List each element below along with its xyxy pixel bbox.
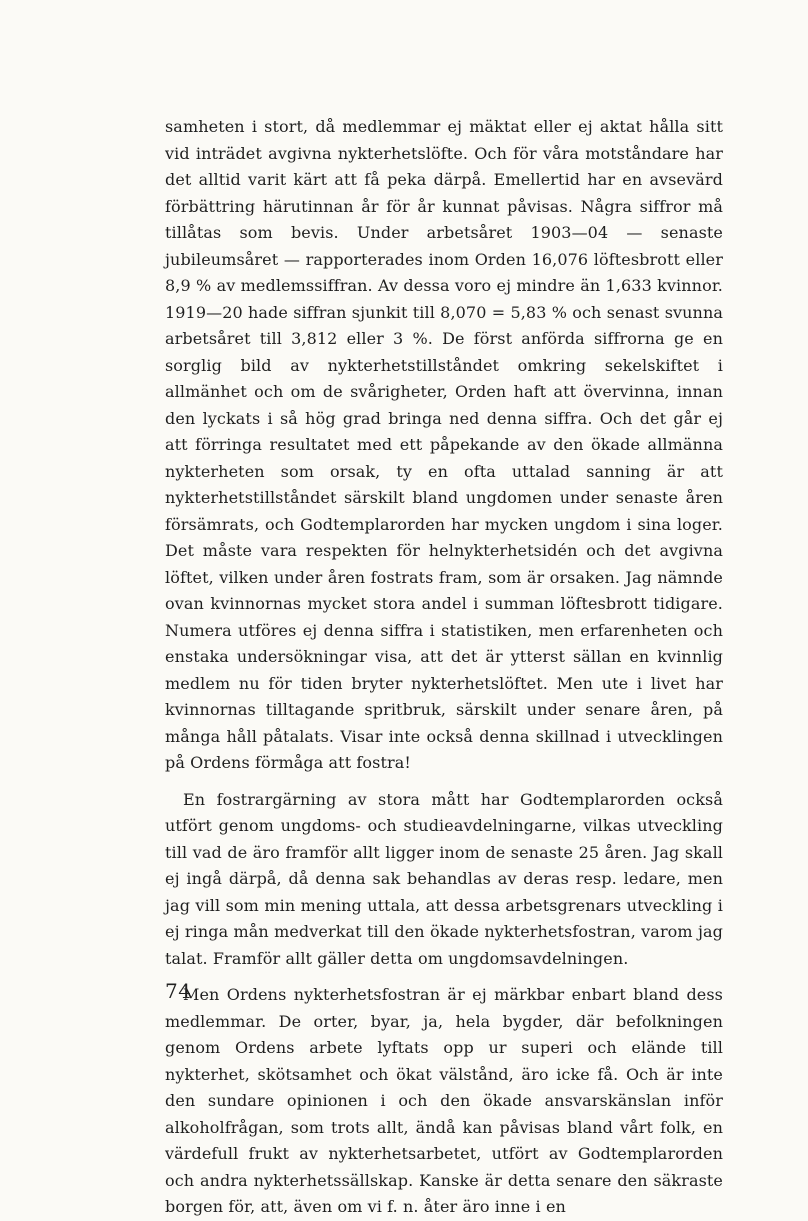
page-number: 74	[165, 979, 192, 1003]
paragraph-3: Men Ordens nykterhetsfostran är ej märkbar enbart bland dess medlemmar. De orter, byar, ja, hela bygder, där befolkningen genom Ordens arbete lyftats opp ur superi och elände till nykterhet, skötsamhet och ökat välstånd, äro icke få. Och är inte den sundare opinionen i och den ökade ansvarskänslan inför alkoholfrågan, som trots allt, ändå kan påvisas bland vårt folk, en värdefull frukt av nykterhetsarbetet, utfört av Godtemplarorden och andra nykterhetssällskap. Kanske är detta senare den säkraste borgen för, att, även om vi f. n. åter äro inne i en	[165, 985, 723, 1216]
paragraph-1: samheten i stort, då medlemmar ej mäktat eller ej aktat hålla sitt vid inträdet avgivna nykterhetslöfte. Och för våra motståndare har det alltid varit kärt att få peka därpå. Emellertid har en avsevärd förbättring härutinnan år för år kunnat påvisas. Några siffror må tillåtas som bevis. Under arbetsåret 1903—04 — senaste jubileumsåret — rapporterades inom Orden 16,076 löftesbrott eller 8,9 % av medlemssiffran. Av dessa voro ej mindre än 1,633 kvinnor. 1919—20 hade siffran sjunkit till 8,070 = 5,83 % och senast svunna arbetsåret till 3,812 eller 3 %. De först anförda siffrorna ge en sorglig bild av nykterhetstillståndet omkring sekelskiftet i allmänhet och om de svårigheter, Orden haft att övervinna, innan den lyckats i så hög grad bringa ned denna siffra. Och det går ej att förringa resultatet med ett påpekande av den ökade allmänna nykterheten som orsak, ty en ofta uttalad sanning är att nykterhetstillståndet särskilt bland ungdomen under senaste åren försämrats, och Godtemplarorden har mycken ungdom i sina loger. Det måste vara respekten för helnykterhetsidén och det avgivna löftet, vilken under åren fostrats fram, som är orsaken. Jag nämnde ovan kvinnornas mycket stora andel i summan löftesbrott tidigare. Numera utföres ej denna siffra i statistiken, men erfarenheten och enstaka undersökningar visa, att det är ytterst sällan en kvinnlig medlem nu för tiden bryter nykterhetslöftet. Men ute i livet har kvinnornas tilltagande spritbruk, särskilt under senare åren, på många håll påtalats. Visar inte också denna skillnad i utvecklingen på Ordens förmåga att fostra!	[165, 117, 723, 772]
paragraph-2: En fostrargärning av stora mått har Godtemplarorden också utfört genom ungdoms- och studieavdelningarne, vilkas utveckling till vad de äro framför allt ligger inom de senaste 25 åren. Jag skall ej ingå därpå, då denna sak behandlas av deras resp. ledare, men jag vill som min mening uttala, att dessa arbetsgrenars utveckling i ej ringa mån medverkat till den ökade nykterhetsfostran, varom jag talat. Framför allt gäller detta om ungdomsavdelningen.	[165, 789, 723, 968]
body-text	[165, 114, 723, 1221]
